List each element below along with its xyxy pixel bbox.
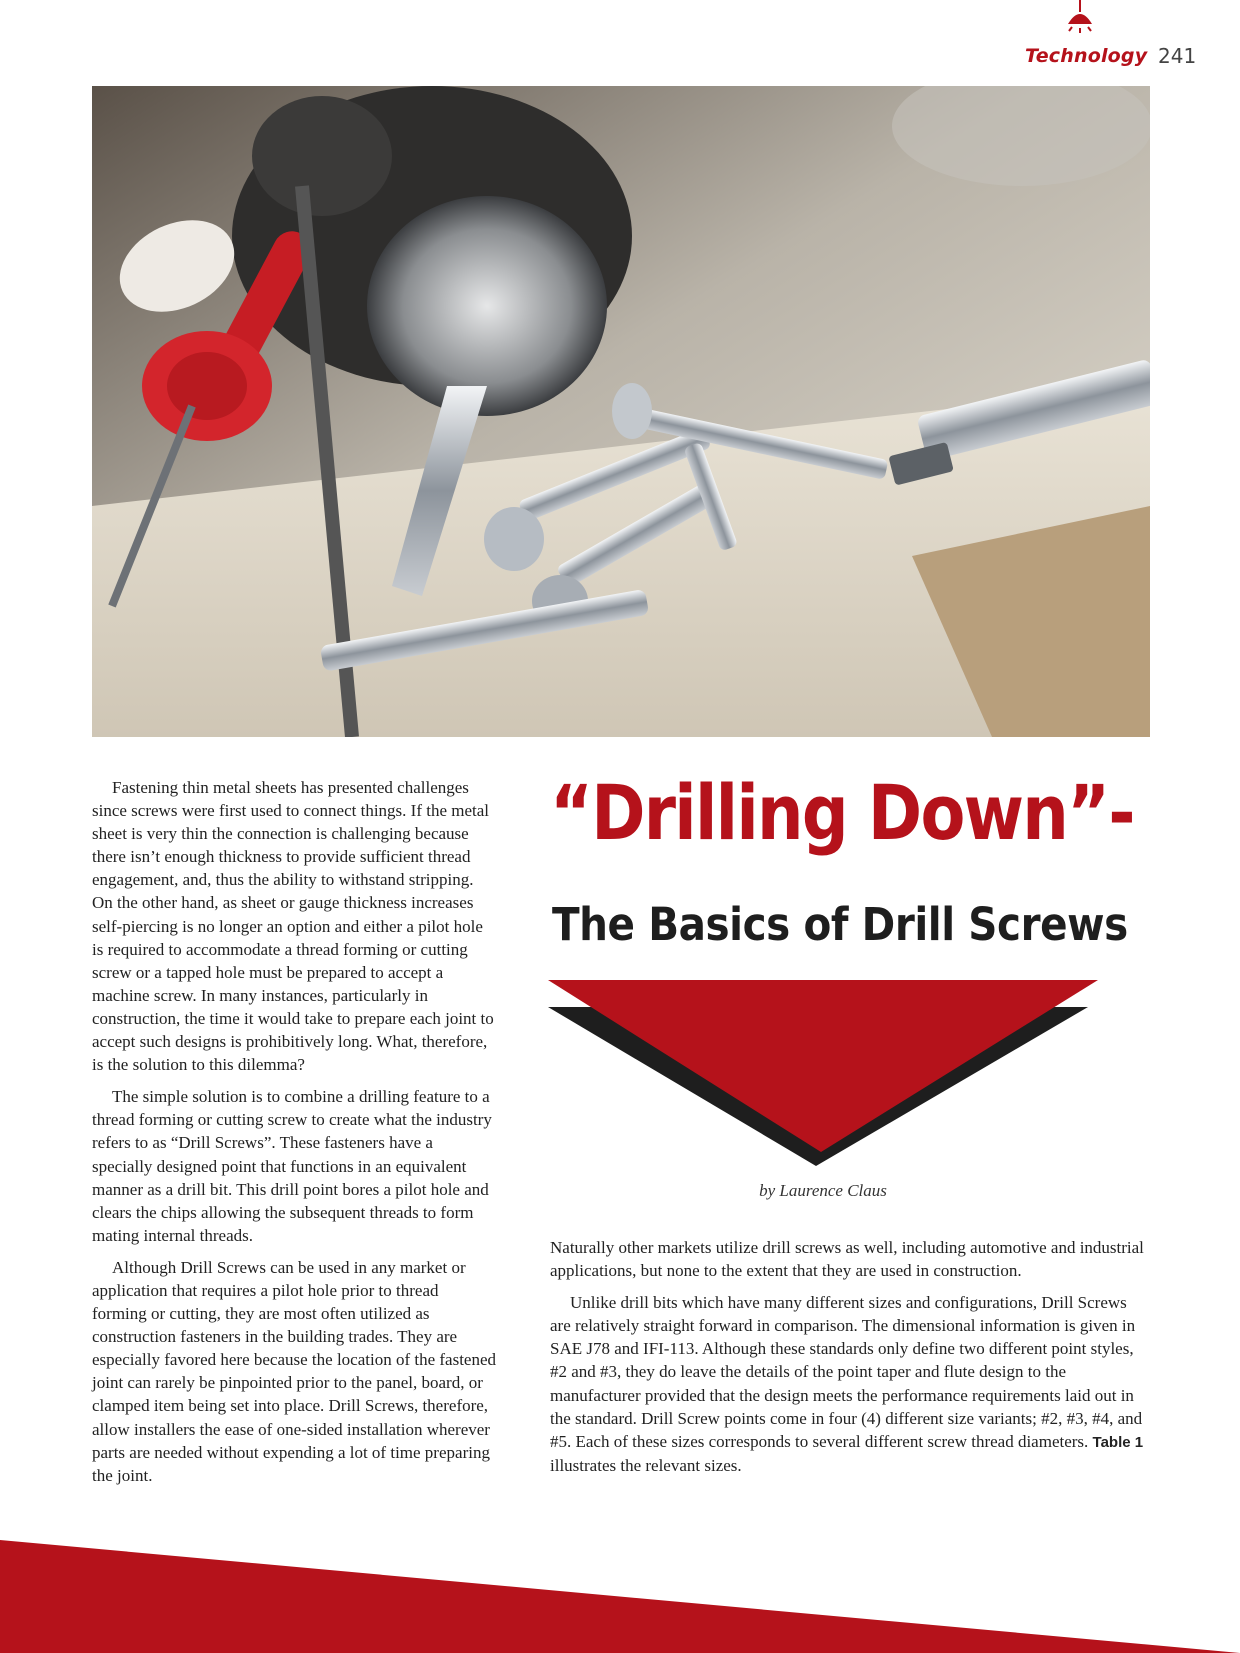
- chevron-graphic: [548, 980, 1108, 1170]
- drill-and-screws-photo: [92, 86, 1150, 737]
- page-number: 241: [1158, 44, 1197, 68]
- paragraph-text: Unlike drill bits which have many different sizes and configurations, Drill Screws are relatively straight forward in comparison. The dimensional information is given in SAE J78 and IFI-113. Although these standards only define two different point styles, #2 and #3, they do leave the details of the point taper and flute design to the manufacturer provided that the design meets the performance requirements laid out in the standard. Drill Screw points come in four (4) different size variants; #2, #3, #4, and #5. Each of these sizes corresponds to several different screw thread diameters.: [550, 1293, 1143, 1451]
- hero-photo: [92, 86, 1150, 737]
- paragraph: Although Drill Screws can be used in any market or application that requires a pilot hole prior to thread forming or cutting, they are most often utilized as construction fasteners in the building trades. They are especially favored here because the location of the fastened joint can rarely be pinpointed prior to the panel, board, or clamped item being set into place. Drill Screws, therefore, allow installers the ease of one-sided installation wherever parts are needed without expending a lot of time preparing the joint.: [92, 1257, 497, 1485]
- lamp-icon: [1058, 0, 1102, 44]
- paragraph: [550, 1291, 1148, 1477]
- article-left-column: [92, 776, 497, 1496]
- footer-band: [0, 1540, 1240, 1653]
- section-label: Technology: [1025, 45, 1148, 67]
- article-title: “Drilling Down”-: [550, 768, 1134, 857]
- article-right-column: [550, 1236, 1148, 1486]
- paragraph: Naturally other markets utilize drill screws as well, including automotive and industrial applications, but none to the extent that they are used in construction.: [550, 1238, 1144, 1281]
- table-reference: Table 1: [1092, 1433, 1144, 1451]
- byline: by Laurence Claus: [759, 1181, 887, 1200]
- paragraph-tail: illustrates the relevant sizes.: [550, 1455, 742, 1475]
- paragraph: Fastening thin metal sheets has presented challenges since screws were first used to connect things. If the metal sheet is very thin the connection is challenging because there isn’t enough thickness to provide sufficient thread engagement, and, thus the ability to withstand stripping. On the other hand, as sheet or gauge thickness increases self-piercing is no longer an option and either a pilot hole is required to accommodate a thread forming or cutting screw or a tapped hole must be prepared to accept a machine screw. In many instances, particularly in construction, the time it would take to prepare each joint to accept such designs is prohibitively long. What, therefore, is the solution to this dilemma?: [92, 778, 494, 1075]
- article-subtitle: The Basics of Drill Screws: [552, 898, 1128, 951]
- paragraph: The simple solution is to combine a drilling feature to a thread forming or cutting screw to create what the industry refers to as “Drill Screws”. These fasteners have a specially designed point that functions in an equivalent manner as a drill bit. This drill point bores a pilot hole and clears the chips allowing the subsequent threads to form mating internal threads.: [92, 1087, 492, 1245]
